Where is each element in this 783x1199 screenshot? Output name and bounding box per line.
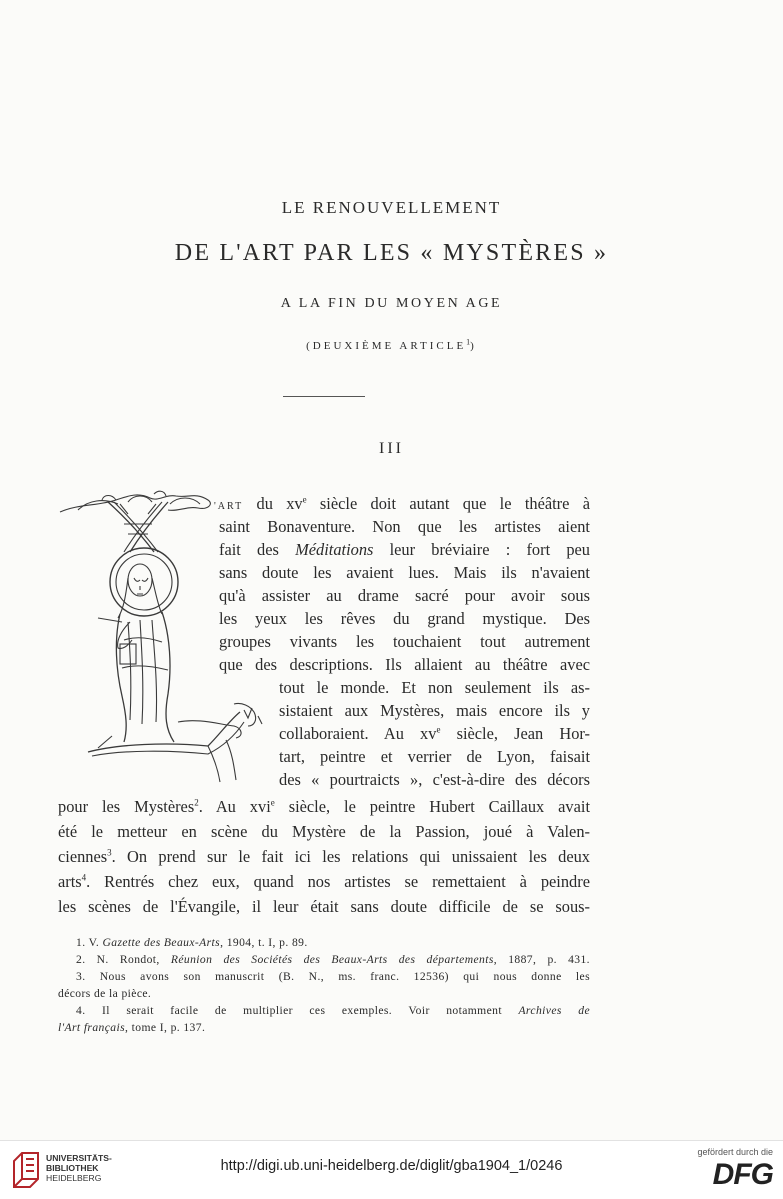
body-line-17 [58,872,590,894]
body-line-10: sistaient aux Mystères, mais encore ils y [279,701,590,720]
subtitle-note-ref: 1 [466,337,471,347]
footnote-1-a: 1. V. [76,936,103,949]
permalink-url[interactable]: http://digi.ub.uni-heidelberg.de/diglit/gba1904_1/0246 [220,1158,563,1174]
body-line-17-b: . Rentrés chez eux, quand nos artistes se remettaient à peindre [86,872,590,891]
title-divider [283,396,365,397]
footnote-2-title: Réunion des Sociétés des Beaux-Arts des départements [170,953,494,966]
footnote-ref-3: 3 [107,847,112,858]
body-line-3-a: fait des [219,540,296,559]
section-number: III [379,440,404,457]
footnote-ref-4: 4 [81,872,87,883]
footnote-4-a: 4. Il serait facile de multiplier ces exemples. Voir notamment [76,1004,519,1017]
superscript-e: e [270,797,275,808]
footnote-4-title-a: Archives de [518,1004,591,1017]
subtitle-text: (DEUXIÈME ARTICLE [306,340,467,352]
footnote-2-a: 2. N. Rondot, [76,953,171,966]
body-line-17-a: arts [58,872,82,891]
body-line-14-c: siècle, le peintre Hubert Caillaux avait [274,797,591,816]
footnote-4-b: , tome I, p. 137. [125,1021,206,1034]
dfg-logo[interactable]: DFG [712,1158,773,1191]
superscript-e: e [436,724,441,735]
body-line-3 [219,540,590,562]
body-line-7: groupes vivants les touchaient tout autrement [219,632,590,651]
body-line-11 [279,724,590,746]
footnote-3-line-2: décors de la pièce. [58,987,152,1000]
body-line-1 [214,494,590,516]
library-name-line-1: UNIVERSITÄTS- [46,1153,112,1163]
dropcap-continuation: 'ART [214,501,244,512]
article-title-line-2: DE L'ART PAR LES « MYSTÈRES » [174,240,609,266]
meditations-title: Méditations [295,540,374,559]
body-line-11-b: siècle, Jean Hor- [440,724,590,743]
footnote-2 [76,952,590,968]
footnote-1-title: Gazette des Beaux-Arts [102,936,221,949]
footnote-1-b: , 1904, t. I, p. 89. [220,936,308,949]
footnote-4-title-b: l'Art français [58,1021,126,1034]
article-title-line-3: A LA FIN DU MOYEN AGE [280,296,503,311]
body-line-5: qu'à assister au drame sacré pour avoir sous [219,586,590,605]
library-name-line-2: BIBLIOTHEK [46,1163,99,1173]
body-line-9: tout le monde. Et non seulement ils as- [279,678,590,697]
funding-caption: gefördert durch die [697,1147,773,1157]
viewer-footer [0,1140,783,1199]
footnote-ref-2: 2 [194,797,199,808]
body-line-14-a: pour les Mystères [58,797,195,816]
article-title-line-1: LE RENOUVELLEMENT [281,198,502,217]
body-line-1-a: du xv [243,494,303,513]
body-line-2: saint Bonaventure. Non que les artistes aient [219,517,590,536]
body-line-16-a: ciennes [58,847,108,866]
subtitle-close: ) [470,340,477,352]
body-line-11-a: collaboraient. Au xv [279,724,437,743]
library-name-line-3: HEIDELBERG [46,1173,102,1183]
superscript-e: e [302,494,307,505]
footnote-3-line-1: 3. Nous avons son manuscrit (B. N., ms. franc. 12536) qui nous donne les [76,970,590,983]
body-line-13: des « pourtraicts », c'est-à-dire des décors [279,770,590,789]
body-line-12: tart, peintre et verrier de Lyon, faisait [279,747,590,766]
footnote-2-b: , 1887, p. 431. [493,953,590,966]
body-line-14-b: . Au xvi [198,797,271,816]
footnote-4-line-2 [58,1020,205,1036]
article-subtitle [0,337,783,352]
body-line-16-b: . On prend sur le fait ici les relations qui unissaient les deux [111,847,590,866]
body-line-14 [58,797,590,819]
body-line-6: les yeux les rêves du grand mystique. Des [219,609,590,628]
body-line-1-b: siècle doit autant que le théâtre à [306,494,590,513]
body-line-18: les scènes de l'Évangile, il leur était sans doute difficile de se sous- [58,897,590,916]
body-line-8: que des descriptions. Ils allaient au théâtre avec [219,655,590,674]
footnote-1 [76,935,308,951]
body-line-4: sans doute les avaient lues. Mais ils n'avaient [219,563,590,582]
body-line-16 [58,847,590,869]
body-line-15: été le metteur en scène du Mystère de la Passion, joué à Valen- [58,822,590,841]
body-line-3-b: leur bréviaire : fort peu [373,540,590,559]
footnote-4-line-1 [76,1003,590,1019]
